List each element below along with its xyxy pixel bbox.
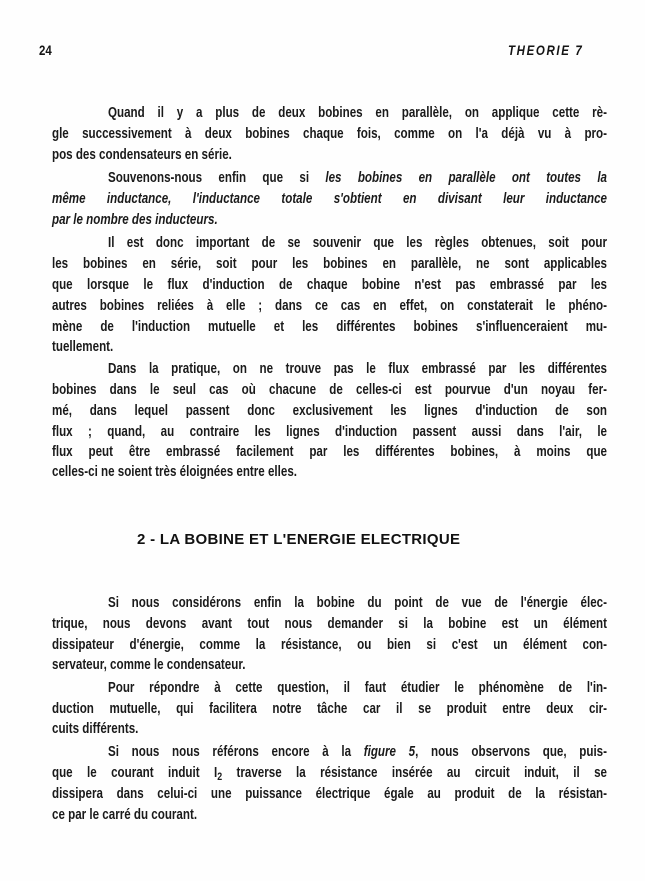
text-line: flux ; quand, au contraire les lignes d'induction passent aussi dans l'air, le (52, 424, 607, 440)
text-line: flux peut être embrassé facilement par les différentes bobines, à moins que (52, 444, 607, 460)
text-line: Si nous considérons enfin la bobine du point de vue de l'énergie élec- (108, 595, 607, 611)
text-line: ce par le carré du courant. (52, 807, 198, 823)
text-line: Quand il y a plus de deux bobines en parallèle, on applique cette rè- (108, 105, 607, 121)
text-line: les bobines en série, soit pour les bobines en parallèle, ne sont applicables (52, 256, 607, 272)
text-line: pos des condensateurs en série. (52, 147, 232, 163)
text-line: servateur, comme le condensateur. (52, 657, 246, 673)
text-line: Pour répondre à cette question, il faut étudier le phénomène de l'in- (108, 680, 607, 696)
text-line: celles-ci ne soient très éloignées entre elles. (52, 464, 297, 480)
text-line: tuellement. (52, 339, 114, 355)
section-heading: 2 - LA BOBINE ET L'ENERGIE ELECTRIQUE (137, 531, 461, 548)
text-line: mé, dans lequel passent donc exclusivement les lignes d'induction de son (52, 403, 607, 419)
emphasis-text: les bobines en parallèle ont toutes la (325, 170, 607, 186)
text-line: que lorsque le flux d'induction de chaque bobine n'est pas embrassé par les (52, 277, 607, 293)
text-line: trique, nous devons avant tout nous demander si la bobine est un élément (52, 616, 607, 632)
text-line: Si nous nous référons encore à la figure 5, nous observons que, puis- (108, 744, 607, 760)
text-line: mène de l'induction mutuelle et les différentes bobines s'influenceraient mu- (52, 319, 607, 335)
page-number: 24 (39, 42, 52, 58)
text-line: gle successivement à deux bobines chaque fois, comme on l'a déjà vu à pro- (52, 126, 607, 142)
running-header-chapter: THEORIE 7 (508, 42, 584, 58)
text-line: Dans la pratique, on ne trouve pas le flux embrassé par les différentes (108, 361, 607, 377)
text-line: même inductance, l'inductance totale s'obtient en divisant leur inductance (52, 191, 607, 207)
text-line: bobines dans le seul cas où chacune de celles-ci est pourvue d'un noyau fer- (52, 382, 607, 398)
text-line: par le nombre des inducteurs. (52, 212, 218, 228)
text-line: Il est donc important de se souvenir que les règles obtenues, soit pour (108, 235, 607, 251)
figure-reference: figure 5 (363, 744, 416, 760)
subscript: 2 (217, 771, 223, 783)
text-line: que le courant induit $I_2$ traverse la résistance insérée au circuit induit, il se (52, 765, 608, 783)
text-line: Souvenons-nous enfin que si les bobines en parallèle ont toutes la (108, 170, 607, 186)
text-line: autres bobines reliées à elle ; dans ce cas en effet, on constaterait le phéno- (52, 298, 607, 314)
text-line: dissipateur d'énergie, comme la résistance, ou bien si c'est un élément con- (52, 637, 607, 653)
text-line: duction mutuelle, qui facilitera notre tâche car il se produit entre deux cir- (52, 701, 607, 717)
text-line: cuits différents. (52, 721, 139, 737)
text-line: dissipera dans celui-ci une puissance électrique égale au produit de la résistan- (52, 786, 607, 802)
